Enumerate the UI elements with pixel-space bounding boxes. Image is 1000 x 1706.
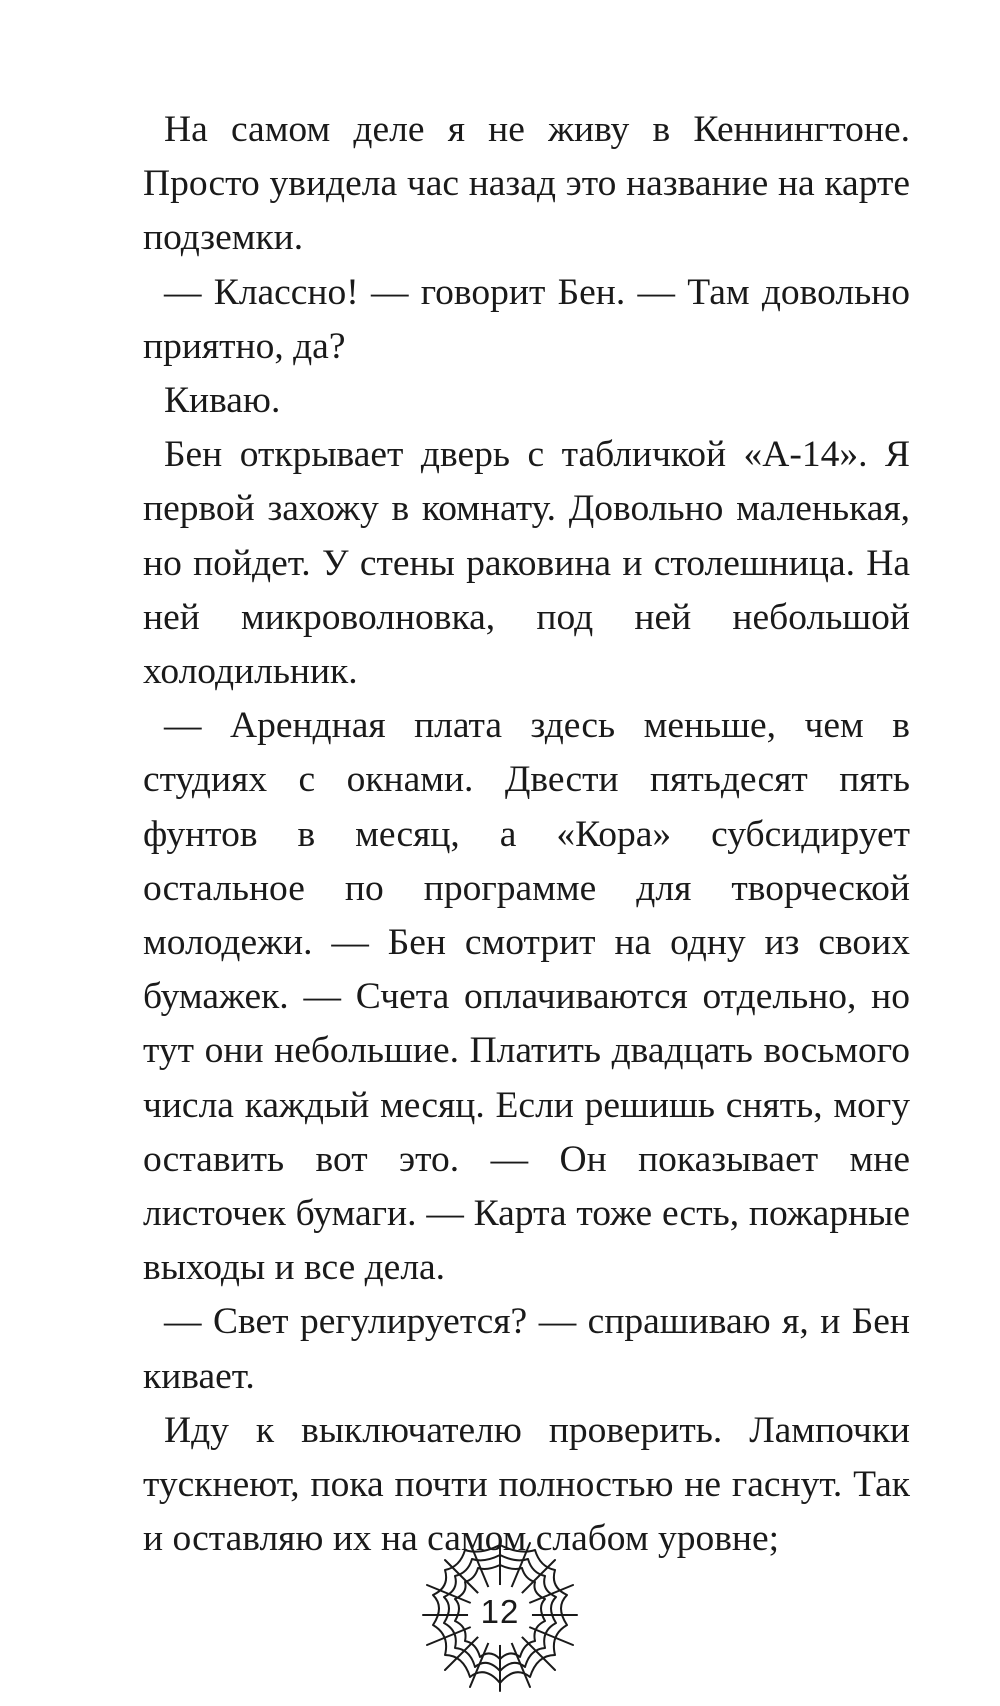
paragraph: Киваю. bbox=[164, 380, 281, 422]
paragraph: Бен открывает дверь с табличкой «А-14». Я первой захожу в комнату. Довольно маленькая, но пойдет. У стены раковина и столешница. На ней микроволновка, под ней небольшой холодильник. bbox=[143, 434, 910, 693]
body-text bbox=[143, 103, 910, 1566]
paragraph: — Свет регулируется? — спрашиваю я, и Бен кивает. bbox=[143, 1301, 910, 1397]
paragraph: Иду к выключателю проверить. Лампочки тускнеют, пока почти полностью не гаснут. Так и оставляю их на самом слабом уровне; bbox=[143, 1409, 910, 1560]
paragraph: На самом деле я не живу в Кеннингтоне. Просто увидела час назад это название на карте подземки. bbox=[143, 109, 910, 259]
paragraph: — Классно! — говорит Бен. — Там довольно приятно, да? bbox=[143, 271, 910, 367]
page-number: 12 bbox=[480, 1593, 520, 1630]
paragraph: — Арендная плата здесь меньше, чем в студиях с окнами. Двести пятьдесят пять фунтов в месяц, а «Кора» субсидирует остальное по программе для творческой молодежи. — Бен смотрит на одну из своих бумажек. — Счета оплачиваются отдельно, но тут они небольшие. Платить двадцать восьмого числа каждый месяц. Если решишь снять, могу оставить вот это. — Он показывает мне листочек бумаги. — Карта тоже есть, пожарные выходы и все дела. bbox=[143, 705, 910, 1289]
page-footer bbox=[415, 1535, 585, 1695]
